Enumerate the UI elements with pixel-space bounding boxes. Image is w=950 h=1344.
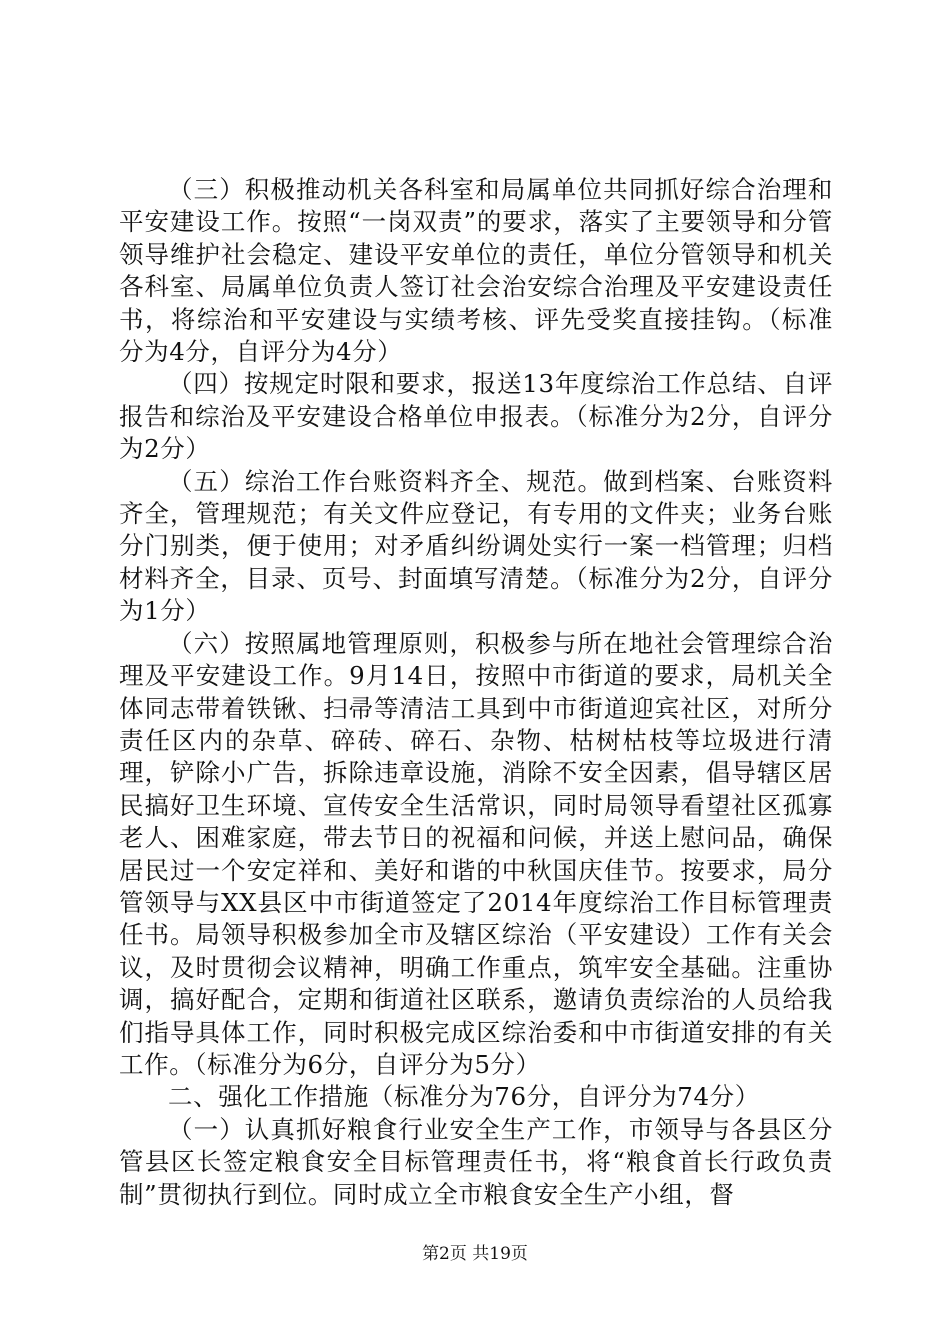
page-number-footer: 第2页 共19页 <box>422 1244 528 1264</box>
paragraph-part-2-section-1: （一）认真抓好粮食行业安全生产工作，市领导与各县区分管县区长签定粮食安全目标管理责任书，将“粮食首长行政负责制”贯彻执行到位。同时成立全市粮食安全生产小组，督 <box>119 1114 833 1209</box>
paragraph-section-3: （三）积极推动机关各科室和局属单位共同抓好综合治理和平安建设工作。按照“一岗双责”的要求，落实了主要领导和分管领导维护社会稳定、建设平安单位的责任，单位分管领导和机关各科室、局属单位负责人签订社会治安综合治理及平安建设责任书，将综治和平安建设与实绩考核、评先受奖直接挂钩。（标准分为4分，自评分为4分） <box>119 175 833 367</box>
paragraph-section-5: （五）综治工作台账资料齐全、规范。做到档案、台账资料齐全，管理规范；有关文件应登记，有专用的文件夹；业务台账分门别类，便于使用；对矛盾纠纷调处实行一案一档管理；归档材料齐全，目录、页号、封面填写清楚。（标准分为2分，自评分为1分） <box>119 466 833 626</box>
document-body <box>119 174 833 1211</box>
heading-part-2: 二、强化工作措施（标准分为76分，自评分为74分） <box>168 1082 760 1112</box>
paragraph-section-6: （六）按照属地管理原则，积极参与所在地社会管理综合治理及平安建设工作。9月14日，按照中市街道的要求，局机关全体同志带着铁锹、扫帚等清洁工具到中市街道迎宾社区，对所分责任区内的杂草、碎砖、碎石、杂物、枯树枯枝等垃圾进行清理，铲除小广告，拆除违章设施，消除不安全因素，倡导辖区居民搞好卫生环境、宣传安全生活常识，同时局领导看望社区孤寡老人、困难家庭，带去节日的祝福和问候，并送上慰问品，确保居民过一个安定祥和、美好和谐的中秋国庆佳节。按要求，局分管领导与XX县区中市街道签定了2014年度综治工作目标管理责任书。局领导积极参加全市及辖区综治（平安建设）工作有关会议，及时贯彻会议精神，明确工作重点，筑牢安全基础。注重协调，搞好配合，定期和街道社区联系，邀请负责综治的人员给我们指导具体工作，同时积极完成区综治委和中市街道安排的有关工作。（标准分为6分，自评分为5分） <box>119 628 833 1079</box>
paragraph-section-4: （四）按规定时限和要求，报送13年度综治工作总结、自评报告和综治及平安建设合格单位申报表。（标准分为2分，自评分为2分） <box>119 369 833 464</box>
